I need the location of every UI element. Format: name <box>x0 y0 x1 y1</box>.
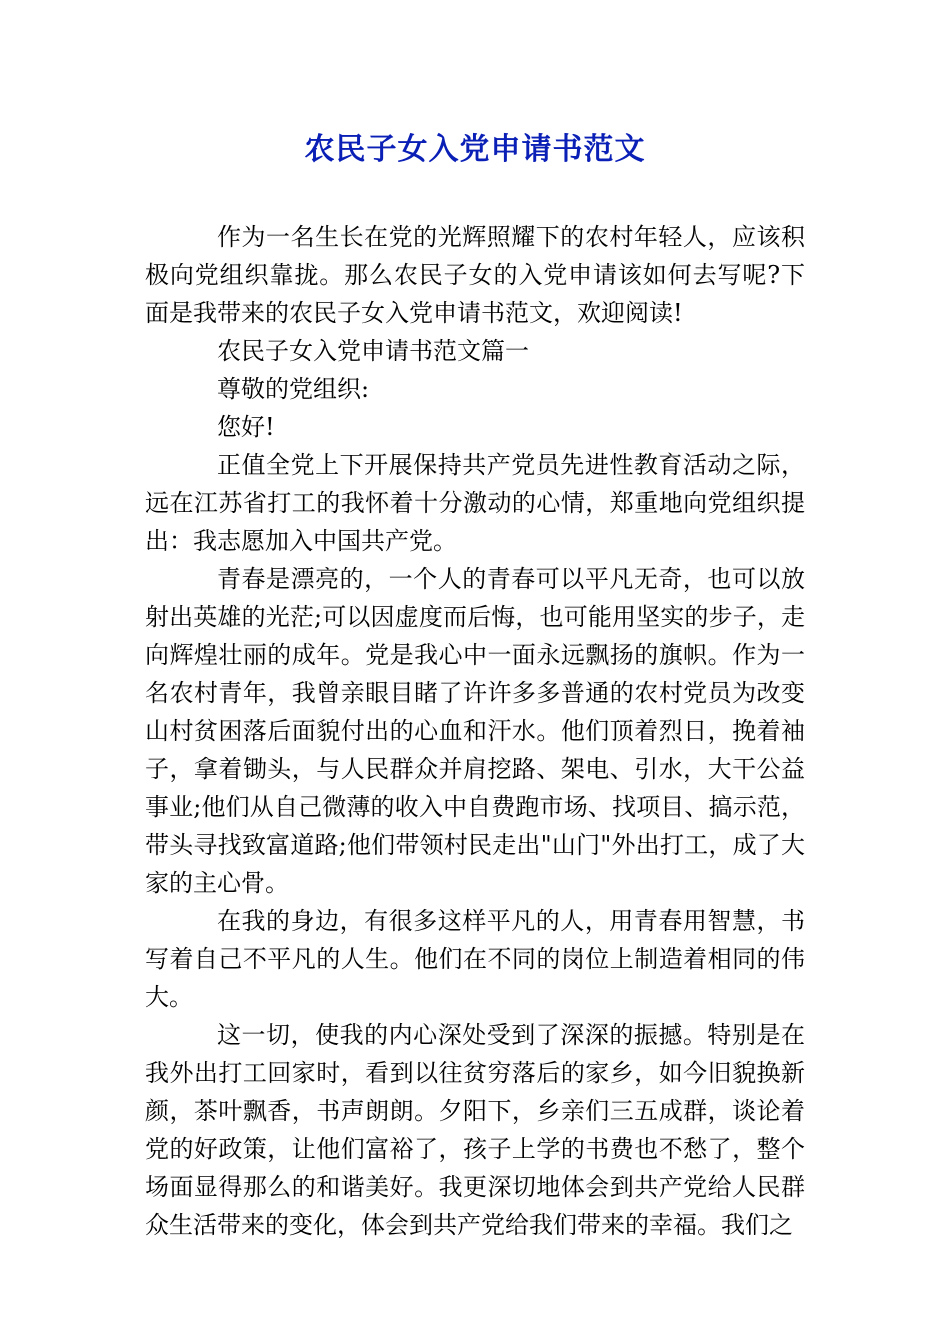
paragraph-greeting: 您好! <box>217 413 275 441</box>
paragraph-body: 青春是漂亮的，一个人的青春可以平凡无奇，也可以放射出英雄的光茫;可以因虚度而后悔，也可能用坚实的步子，走向辉煌壮丽的成年。党是我心中一面永远飘扬的旗帜。作为一名农村青年，我曾亲眼目睹了许许多多普通的农村党员为改变山村贫困落后面貌付出的心血和汗水。他们顶着烈日，挽着袖子，拿着锄头，与人民群众并肩挖路、架电、引水，大干公益事业;他们从自己微薄的收入中自费跑市场、找项目、搞示范，带头寻找致富道路;他们带领村民走出"山门"外出打工，成了大家的主心骨。 <box>145 565 805 897</box>
paragraph-intro: 作为一名生长在党的光辉照耀下的农村年轻人，应该积极向党组织靠拢。那么农民子女的入党申请该如何去写呢?下面是我带来的农民子女入党申请书范文，欢迎阅读! <box>145 223 805 327</box>
paragraph-body: 在我的身边，有很多这样平凡的人，用青春用智慧，书写着自己不平凡的人生。他们在不同的岗位上制造着相同的伟大。 <box>145 907 805 1011</box>
paragraph-salutation: 尊敬的党组织: <box>217 375 370 403</box>
document-body <box>145 218 805 1244</box>
paragraph-section-heading: 农民子女入党申请书范文篇一 <box>217 337 529 365</box>
paragraph-body: 正值全党上下开展保持共产党员先进性教育活动之际，远在江苏省打工的我怀着十分激动的心情，郑重地向党组织提出：我志愿加入中国共产党。 <box>145 451 805 555</box>
document-title: 农民子女入党申请书范文 <box>304 132 646 167</box>
paragraph-body: 这一切，使我的内心深处受到了深深的振撼。特别是在我外出打工回家时，看到以往贫穷落后的家乡，如今旧貌换新颜，茶叶飘香，书声朗朗。夕阳下，乡亲们三五成群，谈论着党的好政策，让他们富裕了，孩子上学的书费也不愁了，整个场面显得那么的和谐美好。我更深切地体会到共产党给人民群众生活带来的变化，体会到共产党给我们带来的幸福。我们之 <box>145 1021 805 1239</box>
